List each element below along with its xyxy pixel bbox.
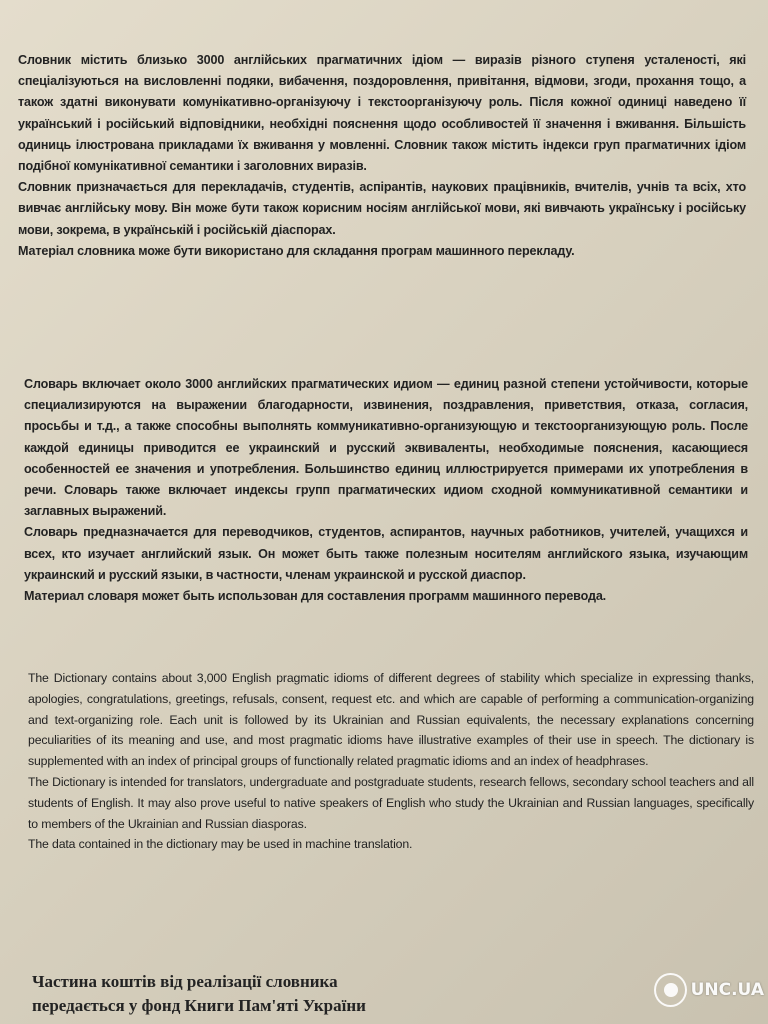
funding-note-line-2: передається у фонд Книги Пам'яті України	[32, 996, 366, 1015]
russian-paragraph-3: Материал словаря может быть использован для составления программ машинного перевода.	[24, 589, 607, 604]
sun-logo-icon	[654, 973, 687, 1007]
ukrainian-annotation	[18, 50, 746, 262]
russian-paragraph-2: Словарь предназначается для переводчиков, студентов, аспирантов, научных работников, учителей, учащихся и всех, кто изучает английский язык. Он может быть также полезным носителям английского языка, изучающим украинский и русский языки, в частности, членам украинской и русской диаспор.	[24, 525, 748, 582]
funding-note	[32, 970, 366, 1018]
funding-note-line-1: Частина коштів від реалізації словника	[32, 972, 338, 991]
russian-paragraph-1: Словарь включает около 3000 английских прагматических идиом — единиц разной степени устойчивости, которые специализируются на выражении благодарности, извинения, поздравления, приветствия, отказа, согласия, просьбы и т.д., а также способны выполнять коммуникативно-организующую и текстоорганизующую роль. После каждой единицы приводится ее украинский и русский эквиваленты, необходимые пояснения, касающиеся особенностей ее значения и употребления. Большинство единиц иллюстрируется примерами их употребления в речи. Словарь также включает индексы групп прагматических идиом сходной коммуникативной семантики и заглавных выражений.	[24, 377, 748, 519]
english-paragraph-2: The Dictionary is intended for translators, undergraduate and postgraduate students, research fellows, secondary school teachers and all students of English. It may also prove useful to native speakers of English who study the Ukrainian and Russian languages, specifically to members of the Ukrainian and Russian diasporas.	[28, 774, 754, 831]
english-paragraph-3: The data contained in the dictionary may be used in machine translation.	[28, 837, 413, 852]
english-paragraph-1: The Dictionary contains about 3,000 English pragmatic idioms of different degrees of stability which specialize in expressing thanks, apologies, congratulations, greetings, refusals, consent, request etc. and which are capable of performing a communication-organizing and text-organizing role. Each unit is followed by its Ukrainian and Russian equivalents, the necessary explanations concerning peculiarities of its meaning and use, and most pragmatic idioms have illustrative examples of their use in speech. The dictionary is supplemented with an index of principal groups of functionally related pragmatic idioms and an index of headphrases.	[28, 671, 754, 769]
ukrainian-paragraph-1: Словник містить близько 3000 англійських прагматичних ідіом — виразів різного ступеня усталеності, які спеціалізуються на висловленні подяки, вибачення, поздоровлення, привітання, відмови, згоди, прохання тощо, а також здатні виконувати комунікативно-організуючу і текстоорганізуючу роль. Після кожної одиниці наведено її український і російський відповідники, необхідні пояснення щодо особливостей її значення і вживання. Більшість одиниць ілюстрована прикладами їх вживання у мовленні. Словник також містить індекси груп прагматичних ідіом подібної комунікативної семантики і заголовних виразів.	[18, 53, 746, 174]
english-annotation	[28, 668, 754, 855]
russian-annotation	[24, 374, 748, 607]
ukrainian-paragraph-2: Словник призначається для перекладачів, студентів, аспірантів, наукових працівників, вчителів, учнів та всіх, хто вивчає англійську мову. Він може бути також корисним носіям англійської мови, які вивчають українську і російську мови, зокрема, в українській і російській діаспорах.	[18, 180, 746, 237]
ukrainian-paragraph-3: Матеріал словника може бути використано для складання програм машинного перекладу.	[18, 243, 575, 258]
watermark	[654, 966, 764, 1014]
watermark-text: UNC.UA	[690, 980, 764, 1000]
